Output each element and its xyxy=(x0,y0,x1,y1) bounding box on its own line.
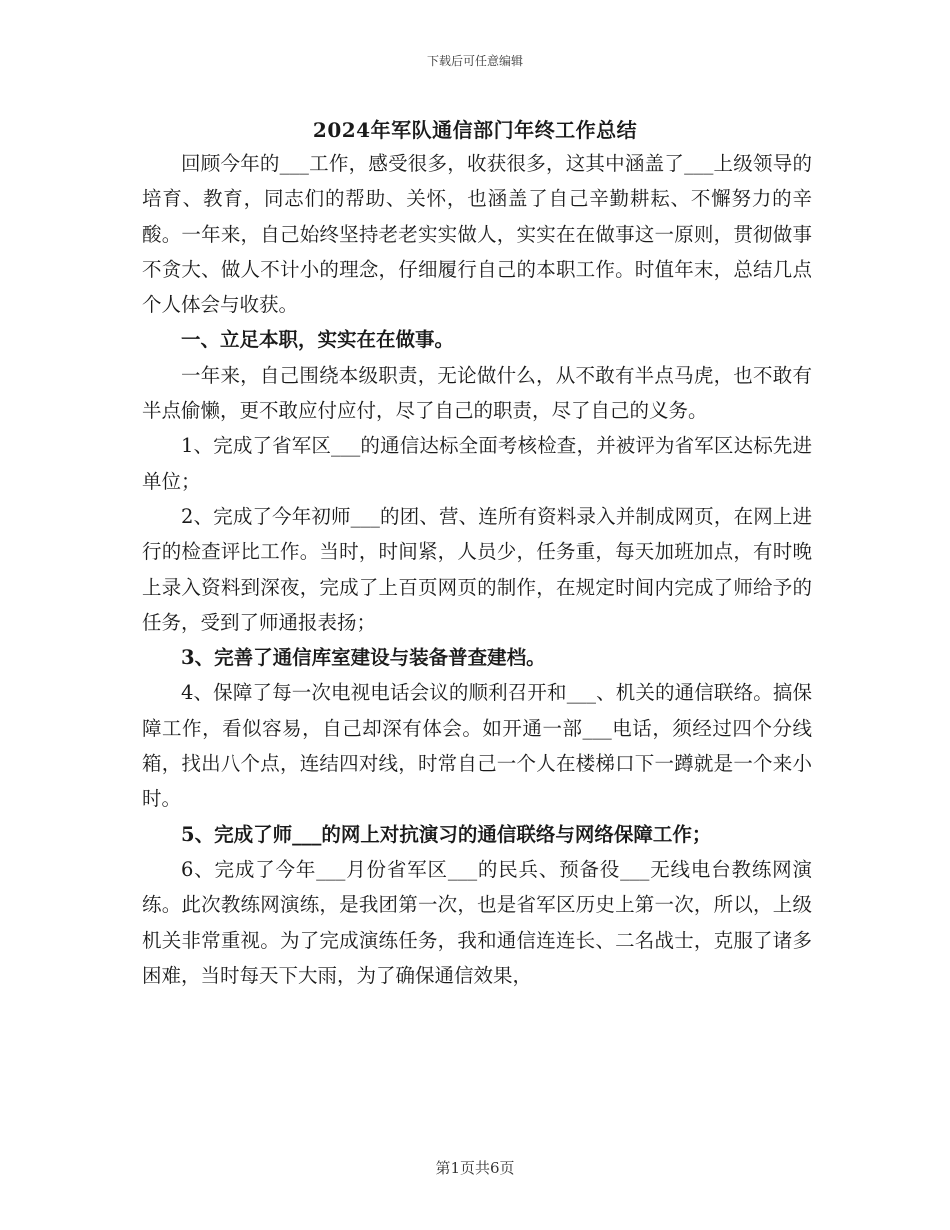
list-item-6: 6、完成了今年___月份省军区___的民兵、预备役___无线电台教练网演练。此次教练网演练，是我团第一次，也是省军区历史上第一次，所以，上级机关非常重视。为了完成演练任务，我和通信连连长、二名战士，克服了诸多困难，当时每天下大雨，为了确保通信效果， xyxy=(142,857,812,987)
list-item-1: 1、完成了省军区___的通信达标全面考核检查，并被评为省军区达标先进单位； xyxy=(142,434,812,493)
section-1-paragraph: 一年来，自己围绕本级职责，无论做什么，从不敢有半点马虎，也不敢有半点偷懒，更不敢应付应付，尽了自己的职责，尽了自己的义务。 xyxy=(142,363,812,423)
page-number: 第1页共6页 xyxy=(435,1159,515,1177)
list-item-5: 5、完成了师___的网上对抗演习的通信联络与网络保障工作； xyxy=(181,822,712,846)
list-item-2: 2、完成了今年初师___的团、营、连所有资料录入并制成网页，在网上进行的检查评比工作。当时，时间紧，人员少，任务重，每天加班加点，有时晚上录入资料到深夜，完成了上百页网页的制作，在规定时间内完成了师给予的任务，受到了师通报表扬； xyxy=(142,504,812,634)
list-item-3: 3、完善了通信库室建设与装备普查建档。 xyxy=(181,646,546,670)
section-heading-1: 一、立足本职，实实在在做事。 xyxy=(181,328,455,352)
document-body xyxy=(142,146,812,993)
intro-paragraph: 回顾今年的___工作，感受很多，收获很多，这其中涵盖了___上级领导的培育、教育，同志们的帮助、关怀，也涵盖了自己辛勤耕耘、不懈努力的辛酸。一年来，自己始终坚持老老实实做人，实实在在做事这一原则，贯彻做事不贪大、做人不计小的理念，仔细履行自己的本职工作。时值年末，总结几点个人体会与收获。 xyxy=(142,152,812,317)
document-title: 2024年军队通信部门年终工作总结 xyxy=(312,118,638,142)
list-item-4: 4、保障了每一次电视电话会议的顺利召开和___、机关的通信联络。搞保障工作，看似容易，自己却深有体会。如开通一部___电话，须经过四个分线箱，找出八个点，连结四对线，时常自己一个人在楼梯口下一蹲就是一个来小时。 xyxy=(142,681,812,811)
download-note: 下载后可任意编辑 xyxy=(426,54,523,68)
